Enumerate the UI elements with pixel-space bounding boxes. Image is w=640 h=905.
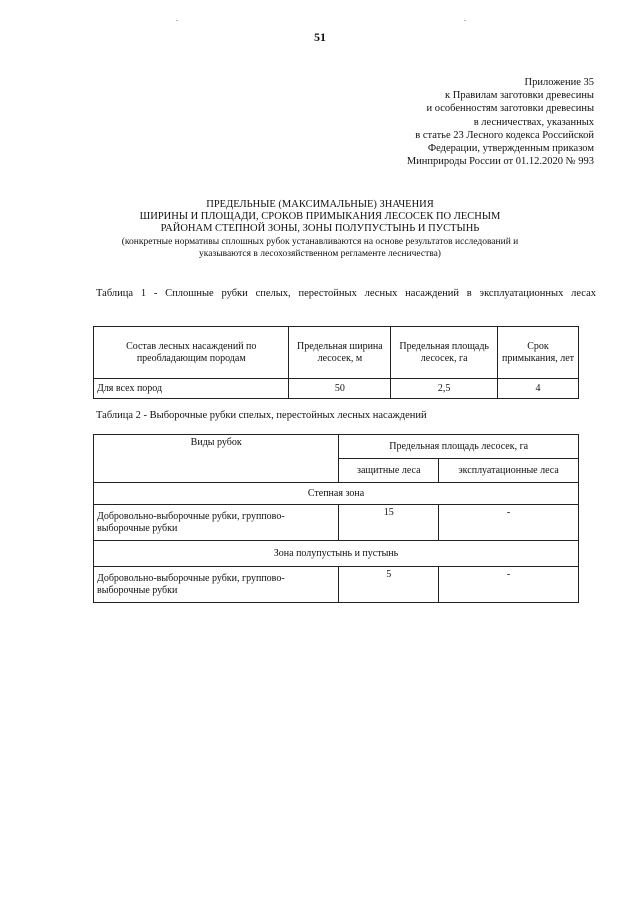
page-number: 51 bbox=[314, 30, 326, 44]
appendix-reference bbox=[334, 76, 594, 168]
table1-cell: 2,5 bbox=[391, 379, 498, 399]
appendix-line: в статье 23 Лесного кодекса Российской bbox=[415, 129, 594, 141]
appendix-line: Федерации, утвержденным приказом bbox=[427, 143, 594, 155]
scan-mark: . bbox=[464, 14, 466, 23]
title-line: ШИРИНЫ И ПЛОЩАДИ, СРОКОВ ПРИМЫКАНИЯ ЛЕСОСЕК ПО ЛЕСНЫМ bbox=[139, 211, 501, 223]
table1-header-cell: Состав лесных насаждений по преобладающим породам bbox=[94, 327, 289, 379]
table2-subheader-exploitation: эксплуатационные леса bbox=[439, 459, 579, 483]
appendix-line: и особенностям заготовки древесины bbox=[426, 103, 594, 115]
appendix-line: Приложение 35 bbox=[524, 77, 594, 88]
title-note-line: указываются в лесохозяйственном регламенте лесничества) bbox=[199, 248, 441, 259]
table2-header-type: Виды рубок bbox=[94, 435, 339, 483]
table2-subheader-protective: защитные леса bbox=[339, 459, 439, 483]
table-row bbox=[94, 379, 579, 399]
table1-header-cell: Срок примыкания, лет bbox=[498, 327, 579, 379]
appendix-line: Минприроды России от 01.12.2020 № 993 bbox=[406, 156, 594, 168]
table1-caption: Таблица 1 - Сплошные рубки спелых, перестойных лесных насаждений в эксплуатационных лесах bbox=[96, 288, 596, 299]
document-title bbox=[60, 199, 580, 260]
table2 bbox=[93, 434, 579, 603]
table2-type-cell: Добровольно-выборочные рубки, группово-выборочные рубки bbox=[94, 505, 339, 541]
zone-label: Степная зона bbox=[94, 483, 579, 505]
table-row bbox=[94, 567, 579, 603]
table2-protective-cell: 5 bbox=[339, 567, 439, 603]
table1-header-cell: Предельная ширина лесосек, м bbox=[289, 327, 391, 379]
title-line: РАЙОНАМ СТЕПНОЙ ЗОНЫ, ЗОНЫ ПОЛУПУСТЫНЬ И ПУСТЫНЬ bbox=[160, 223, 480, 235]
zone-label: Зона полупустынь и пустынь bbox=[94, 541, 579, 567]
table2-header-row bbox=[94, 435, 579, 459]
table2-exploitation-cell: - bbox=[439, 567, 579, 603]
table1-header-row bbox=[94, 327, 579, 379]
table1-cell: 4 bbox=[498, 379, 579, 399]
table1-cell: 50 bbox=[289, 379, 391, 399]
appendix-line: к Правилам заготовки древесины bbox=[445, 90, 594, 102]
table2-caption: Таблица 2 - Выборочные рубки спелых, перестойных лесных насаждений bbox=[96, 410, 427, 421]
table2-protective-cell: 15 bbox=[339, 505, 439, 541]
title-note-line: (конкретные нормативы сплошных рубок устанавливаются на основе результатов исследований и bbox=[121, 236, 519, 247]
table2-exploitation-cell: - bbox=[439, 505, 579, 541]
appendix-line: в лесничествах, указанных bbox=[473, 116, 594, 128]
table2-type-cell: Добровольно-выборочные рубки, группово-выборочные рубки bbox=[94, 567, 339, 603]
title-line: ПРЕДЕЛЬНЫЕ (МАКСИМАЛЬНЫЕ) ЗНАЧЕНИЯ bbox=[206, 199, 434, 210]
table2-zone-row bbox=[94, 483, 579, 505]
table1-cell: Для всех пород bbox=[94, 379, 289, 399]
table1 bbox=[93, 326, 579, 399]
table-row bbox=[94, 505, 579, 541]
scan-mark: . bbox=[176, 14, 178, 23]
table1-header-cell: Предельная площадь лесосек, га bbox=[391, 327, 498, 379]
table2-header-area: Предельная площадь лесосек, га bbox=[339, 435, 579, 459]
table2-zone-row bbox=[94, 541, 579, 567]
